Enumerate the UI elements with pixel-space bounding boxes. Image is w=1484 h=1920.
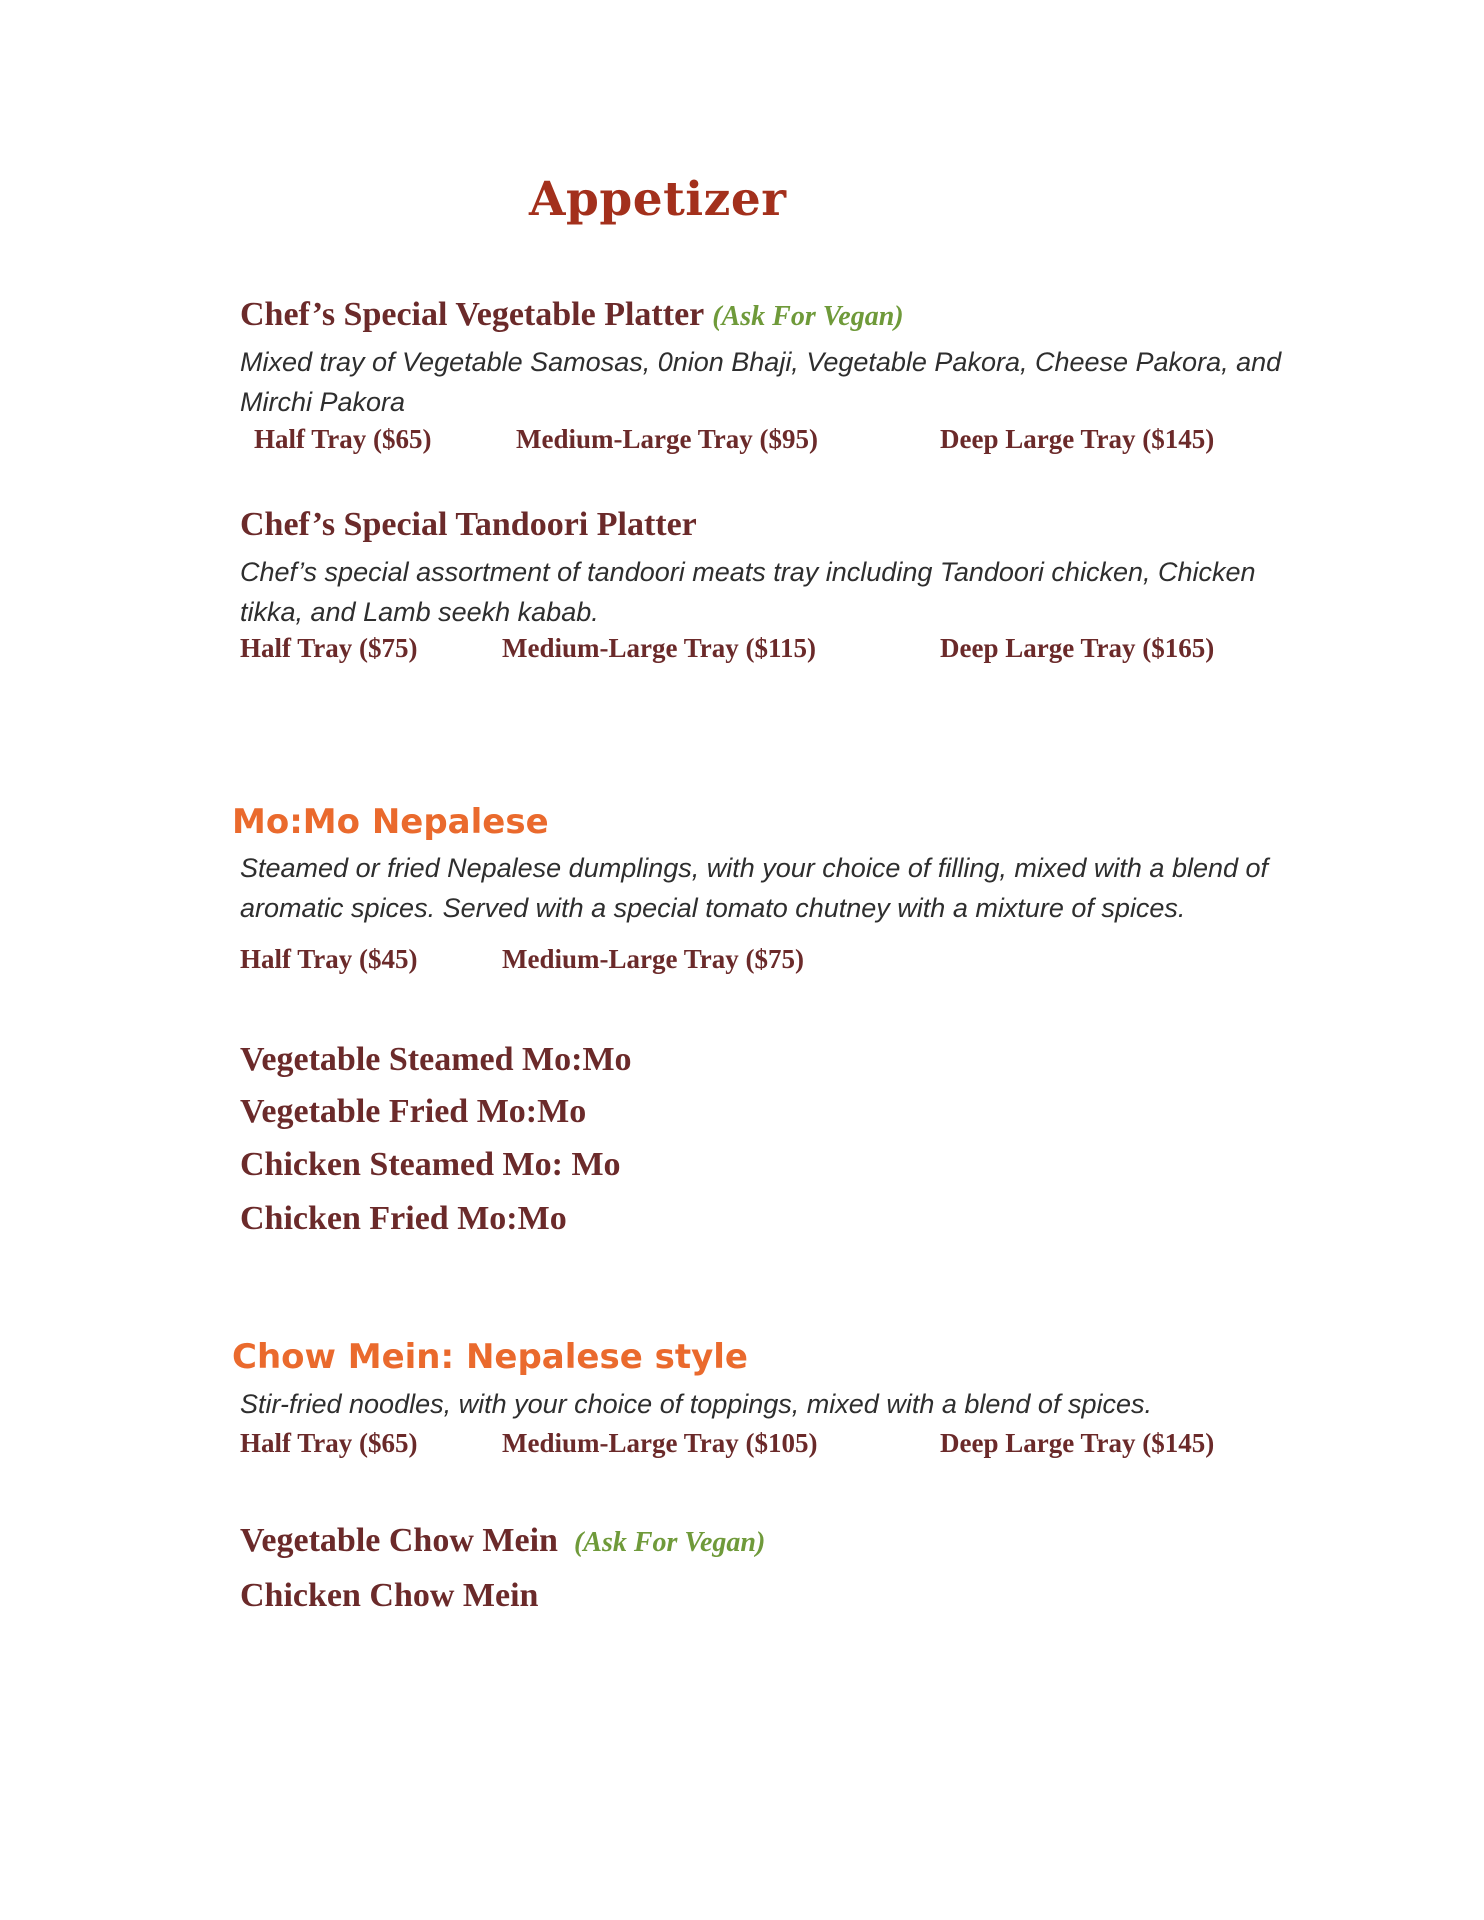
- price-row: [240, 1428, 1280, 1464]
- price-medium-large-tray: Medium-Large Tray ($95): [516, 424, 818, 454]
- variant-name: Vegetable Chow Mein: [240, 1522, 558, 1559]
- section-description: Stir-fried noodles, with your choice of toppings, mixed with a blend of spices.: [240, 1389, 1152, 1419]
- variant-item: Vegetable Steamed Mo:Mo: [240, 1041, 632, 1078]
- variant-item: Vegetable Fried Mo:Mo: [240, 1093, 587, 1130]
- page-title: Appetizer: [529, 172, 787, 227]
- variant-item: [240, 1522, 765, 1560]
- section-title-chowmein: Chow Mein: Nepalese style: [232, 1337, 748, 1377]
- variant-item: Chicken Fried Mo:Mo: [240, 1200, 567, 1237]
- price-half-tray: Half Tray ($65): [254, 424, 432, 454]
- item-description: Mixed tray of Vegetable Samosas, 0nion Bhaji, Vegetable Pakora, Cheese Pakora, and Mirchi Pakora: [240, 347, 1282, 417]
- price-deep-large-tray: Deep Large Tray ($145): [940, 1428, 1215, 1458]
- price-row: [240, 944, 1280, 980]
- item-name: Chef’s Special Vegetable Platter: [240, 296, 705, 333]
- price-deep-large-tray: Deep Large Tray ($165): [940, 633, 1215, 663]
- price-row: [240, 424, 1280, 460]
- variant-item: [240, 1577, 538, 1615]
- item-title-vegetable-platter: [240, 296, 904, 334]
- price-half-tray: Half Tray ($65): [240, 1428, 418, 1458]
- item-name: Chef’s Special Tandoori Platter: [240, 506, 697, 543]
- section-description: Steamed or fried Nepalese dumplings, with your choice of filling, mixed with a blend of aromatic spices. Served with a special tomato chutney with a mixture of spices.: [240, 853, 1269, 923]
- price-medium-large-tray: Medium-Large Tray ($75): [502, 944, 804, 974]
- variant-name: Chicken Chow Mein: [240, 1577, 539, 1614]
- vegan-note: (Ask For Vegan): [712, 301, 904, 332]
- item-description: Chef’s special assortment of tandoori meats tray including Tandoori chicken, Chicken tikka, and Lamb seekh kabab.: [240, 557, 1256, 627]
- price-medium-large-tray: Medium-Large Tray ($115): [502, 633, 816, 663]
- variant-item: Chicken Steamed Mo: Mo: [240, 1146, 621, 1183]
- price-medium-large-tray: Medium-Large Tray ($105): [502, 1428, 818, 1458]
- vegan-note: (Ask For Vegan): [573, 1527, 766, 1558]
- price-half-tray: Half Tray ($75): [240, 633, 418, 663]
- price-deep-large-tray: Deep Large Tray ($145): [940, 424, 1215, 454]
- item-title-tandoori-platter: [240, 506, 697, 544]
- price-row: [240, 633, 1280, 669]
- section-title-momo: Mo:Mo Nepalese: [232, 802, 549, 842]
- price-half-tray: Half Tray ($45): [240, 944, 418, 974]
